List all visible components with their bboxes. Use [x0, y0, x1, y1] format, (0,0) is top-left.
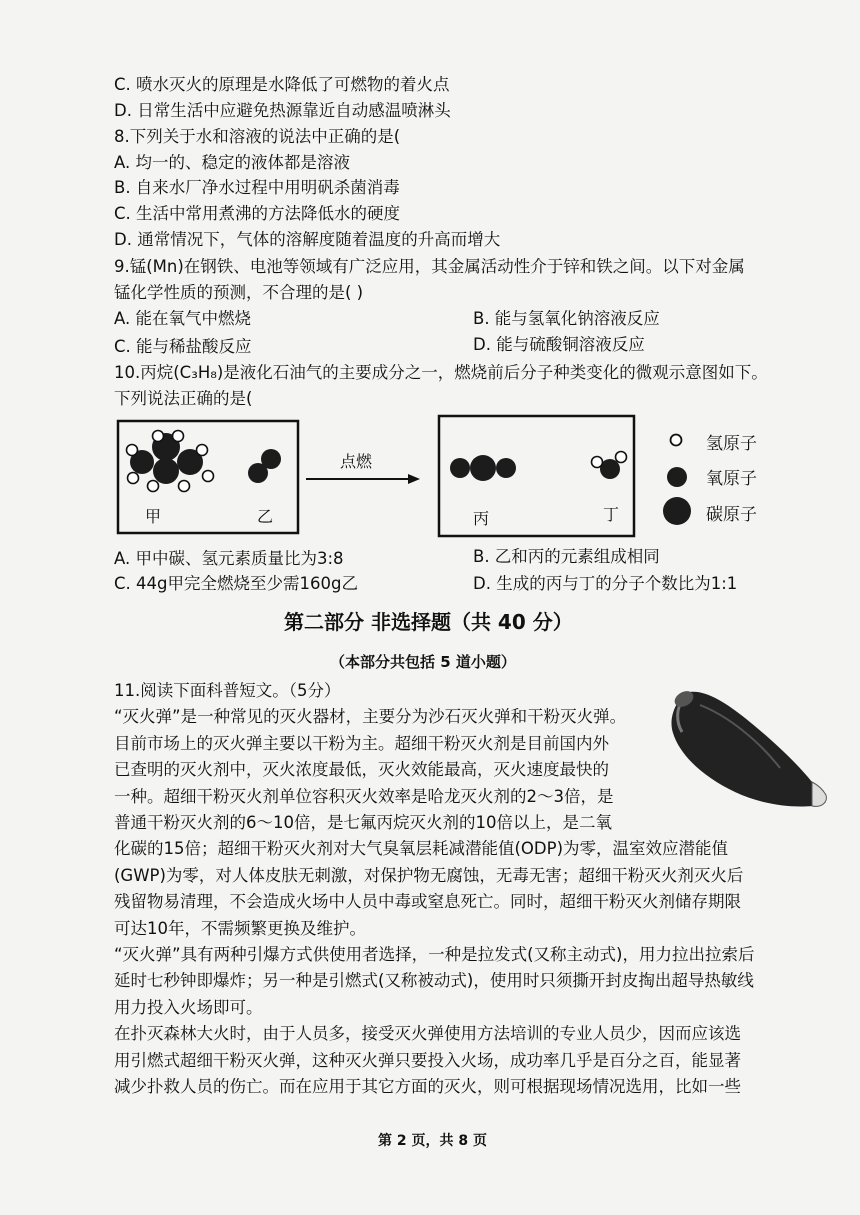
- q8-stem: 8.下列关于水和溶液的说法中正确的是(: [114, 127, 401, 146]
- q11-line-1: “灭火弹”是一种常见的灭火器材，主要分为沙石灭火弹和干粉灭火弹。: [114, 707, 627, 726]
- q10-stem-line2: 下列说法正确的是(: [114, 389, 253, 408]
- q11-line-6: 化碳的15倍；超细干粉灭火剂对大气臭氧层耗减潜能值(ODP)为零，温室效应潜能值: [114, 839, 729, 858]
- q11-line-12: 用力投入火场即可。: [114, 998, 263, 1017]
- q11-line-15: 减少扑救人员的伤亡。而在应用于其它方面的灭火，则可根据现场情况选用，比如一些: [114, 1077, 741, 1096]
- q10-option-b: B. 乙和丙的元素组成相同: [473, 547, 660, 566]
- legend-hydrogen-label: 氢原子: [706, 434, 757, 454]
- q11-line-11: 延时七秒钟即爆炸；另一种是引燃式(又称被动式)，使用时只须撕开封皮掏出超导热敏线: [114, 971, 754, 990]
- q11-line-13: 在扑灭森林大火时，由于人员多，接受灭火弹使用方法培训的专业人员少，因而应该选: [114, 1024, 741, 1043]
- oxygen-molecule: [248, 449, 281, 483]
- q8-option-c: C. 生活中常用煮沸的方法降低水的硬度: [114, 204, 401, 223]
- q11-line-7: (GWP)为零，对人体皮肤无刺激，对保护物无腐蚀，无毒无害；超细干粉灭火剂灭火后: [114, 866, 744, 885]
- label-jia: 甲: [145, 507, 162, 526]
- q11-line-9: 可达10年，不需频繁更换及维护。: [114, 919, 366, 938]
- water-molecule: [592, 452, 627, 480]
- q11-line-8: 残留物易清理，不会造成火场中人员中毒或窒息死亡。同时，超细干粉灭火剂储存期限: [114, 892, 741, 911]
- label-yi: 乙: [257, 507, 274, 526]
- q11-line-14: 用引燃式超细干粉灭火弹，这种灭火弹只要投入火场，成功率几乎是百分之百，能显著: [114, 1051, 741, 1070]
- q10-stem-line1: 10.丙烷(C₃H₈)是液化石油气的主要成分之一，燃烧前后分子种类变化的微观示意图如下。: [114, 363, 768, 382]
- q11-line-3: 已查明的灭火剂中，灭火浓度最低，灭火效能最高，灭火速度最快的: [114, 760, 609, 779]
- fire-bomb-image: [672, 688, 827, 807]
- arrow-head: [408, 474, 420, 484]
- q11-stem: 11.阅读下面科普短文。（5分）: [114, 681, 341, 700]
- q11-line-5: 普通干粉灭火剂的6～10倍，是七氟丙烷灭火剂的10倍以上，是二氧: [114, 813, 612, 832]
- q10-option-d: D. 生成的丙与丁的分子个数比为1:1: [473, 574, 738, 593]
- legend-hydrogen-icon: [671, 435, 682, 446]
- q9-option-a: A. 能在氧气中燃烧: [114, 309, 251, 328]
- q9-stem-line2: 锰化学性质的预测，不合理的是( ): [114, 283, 364, 302]
- q10-option-c: C. 44g甲完全燃烧至少需160g乙: [114, 574, 358, 593]
- part2-title: 第二部分 非选择题（共 40 分）: [284, 610, 573, 634]
- propane-molecule: [127, 431, 214, 492]
- q8-option-b: B. 自来水厂净水过程中用明矾杀菌消毒: [114, 178, 400, 197]
- q11-line-2: 目前市场上的灭火弹主要以干粉为主。超细干粉灭火剂是目前国内外: [114, 734, 609, 753]
- legend-oxygen-label: 氧原子: [706, 469, 757, 489]
- legend-carbon-label: 碳原子: [706, 505, 757, 525]
- co2-molecule: [450, 455, 516, 481]
- part2-subtitle: （本部分共包括 5 道小题）: [330, 653, 516, 671]
- label-bing: 丙: [473, 509, 490, 528]
- page-footer: 第 2 页，共 8 页: [378, 1133, 487, 1149]
- legend-oxygen-icon: [667, 467, 687, 487]
- label-ding: 丁: [603, 505, 620, 524]
- q9-stem-line1: 9.锰(Mn)在钢铁、电池等领域有广泛应用，其金属活动性介于锌和铁之间。以下对金属: [114, 257, 745, 276]
- q11-line-4: 一种。超细干粉灭火剂单位容积灭火效率是哈龙灭火剂的2～3倍，是: [114, 787, 614, 806]
- arrow-label: 点燃: [340, 452, 373, 471]
- q8-option-d: D. 通常情况下，气体的溶解度随着温度的升高而增大: [114, 230, 501, 249]
- q9-option-b: B. 能与氢氧化钠溶液反应: [473, 309, 660, 328]
- q11-line-10: “灭火弹”具有两种引爆方式供使用者选择，一种是拉发式(又称主动式)，用力拉出拉索后: [114, 945, 755, 964]
- q7-option-c: C. 喷水灭火的原理是水降低了可燃物的着火点: [114, 75, 450, 94]
- legend: [663, 434, 757, 525]
- q10-option-a: A. 甲中碳、氢元素质量比为3:8: [114, 549, 344, 568]
- legend-carbon-icon: [663, 497, 691, 525]
- q9-option-c: C. 能与稀盐酸反应: [114, 337, 252, 356]
- q9-option-d: D. 能与硫酸铜溶液反应: [473, 335, 645, 354]
- q7-option-d: D. 日常生活中应避免热源靠近自动感温喷淋头: [114, 101, 451, 120]
- q8-option-a: A. 均一的、稳定的液体都是溶液: [114, 153, 350, 172]
